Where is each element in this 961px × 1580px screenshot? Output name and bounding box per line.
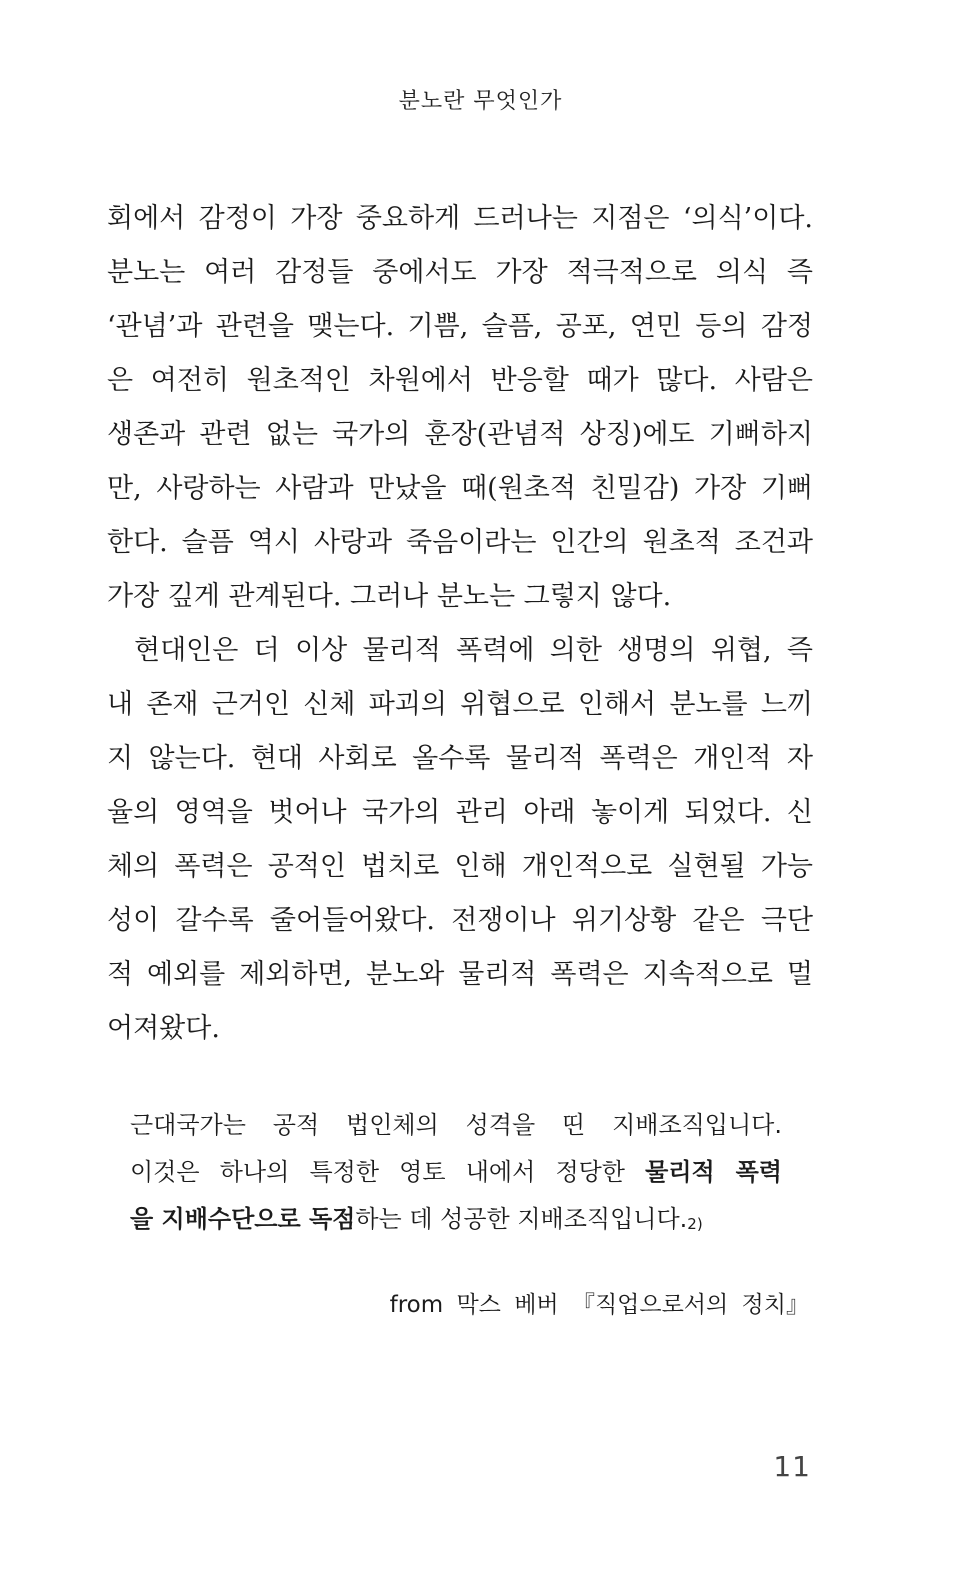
body-line: 만, 사랑하는 사람과 만났을 때(원초적 친밀감) 가장 기뻐 [107, 473, 813, 504]
footnote-marker: 2) [687, 1215, 703, 1233]
body-line: 가장 깊게 관계된다. 그러나 분노는 그렇지 않다. [107, 581, 672, 612]
quote-text: 이것은 하나의 특정한 영토 내에서 정당한 [130, 1158, 646, 1186]
body-line: ‘관념’과 관련을 맺는다. 기쁨, 슬픔, 공포, 연민 등의 감정 [107, 311, 813, 342]
body-line: 어져왔다. [107, 1013, 220, 1044]
page-number: 11 [773, 1450, 811, 1483]
body-line: 은 여전히 원초적인 차원에서 반응할 때가 많다. 사람은 [107, 365, 813, 396]
running-header-title: 분노란 무엇인가 [398, 89, 563, 114]
body-line: 분노는 여러 감정들 중에서도 가장 적극적으로 의식 즉 [107, 257, 813, 288]
quote-emphasis: 을 지배수단으로 독점 [130, 1205, 356, 1233]
body-line: 율의 영역을 벗어나 국가의 관리 아래 놓이게 되었다. 신 [107, 797, 813, 828]
body-line: 한다. 슬픔 역시 사랑과 죽음이라는 인간의 원초적 조건과 [107, 527, 813, 558]
body-line: 지 않는다. 현대 사회로 올수록 물리적 폭력은 개인적 자 [107, 743, 813, 774]
quote-line [130, 1149, 782, 1196]
body-line: 생존과 관련 없는 국가의 훈장(관념적 상징)에도 기뻐하지 [107, 419, 813, 450]
quote-source: from 막스 베버 『직업으로서의 정치』 [389, 1292, 809, 1318]
block-quote [130, 1102, 782, 1243]
body-line: 회에서 감정이 가장 중요하게 드러나는 지점은 ‘의식’이다. [107, 203, 813, 234]
body-text [107, 192, 813, 1056]
quote-line: 근대국가는 공적 법인체의 성격을 띤 지배조직입니다. [130, 1111, 782, 1139]
body-line: 내 존재 근거인 신체 파괴의 위협으로 인해서 분노를 느끼 [107, 689, 813, 720]
body-line-paragraph-start: 현대인은 더 이상 물리적 폭력에 의한 생명의 위협, 즉 [134, 635, 813, 666]
body-line: 체의 폭력은 공적인 법치로 인해 개인적으로 실현될 가능 [107, 851, 813, 882]
quote-text: 하는 데 성공한 지배조직입니다. [355, 1205, 688, 1233]
body-line: 적 예외를 제외하면, 분노와 물리적 폭력은 지속적으로 멀 [107, 959, 813, 990]
body-line: 성이 갈수록 줄어들어왔다. 전쟁이나 위기상황 같은 극단 [107, 905, 813, 936]
quote-line [130, 1196, 782, 1243]
quote-emphasis: 물리적 폭력 [645, 1158, 782, 1186]
